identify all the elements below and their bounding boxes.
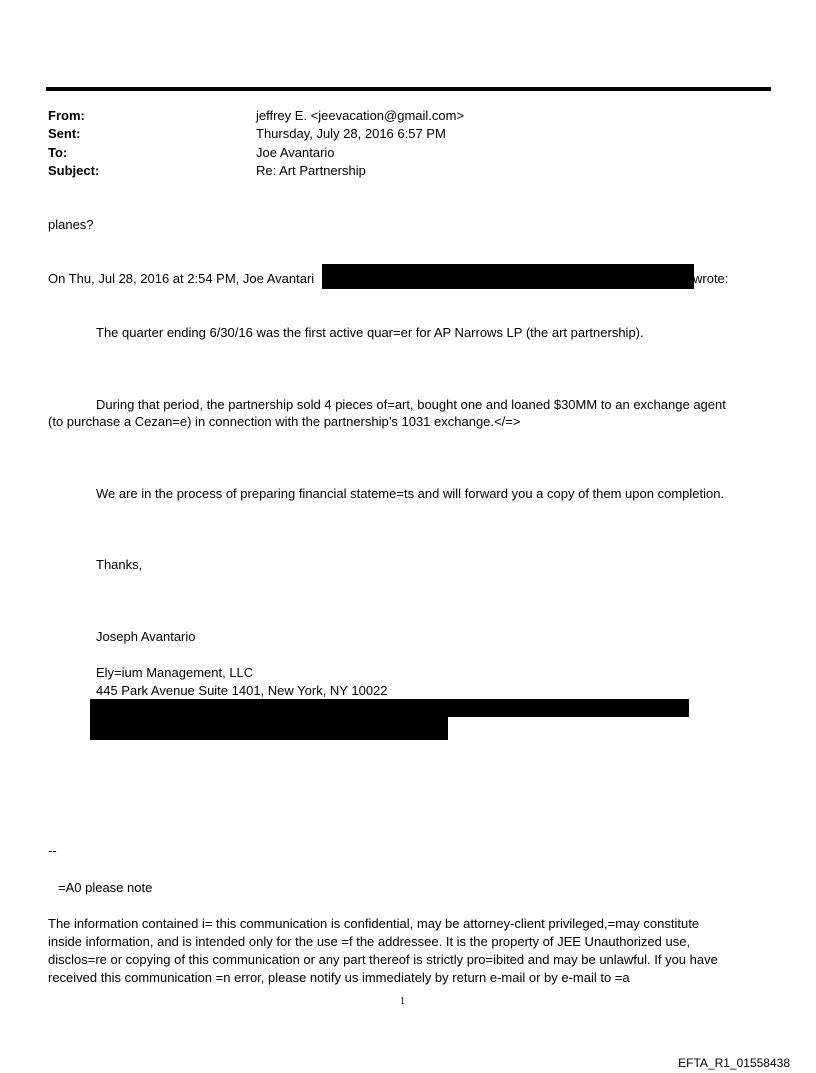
disclaimer-line: inside information, and is intended only for the use =f the addressee. It is the property of JEE Unauthorized use, [48,934,691,949]
redaction-block [90,699,689,717]
quote-intro-end: wrote: [693,271,729,286]
thanks-text: Thanks, [96,557,143,572]
from-label: From: [48,108,85,123]
signature-company: Ely=ium Management, LLC [96,665,254,680]
from-value: jeffrey E. <jeevacation@gmail.com> [256,108,465,123]
reply-text: planes? [48,217,94,232]
signature-address: 445 Park Avenue Suite 1401, New York, NY 10022 [96,683,388,698]
to-label: To: [48,145,68,160]
redaction-block [322,264,694,289]
paragraph-period-line1: During that period, the partnership sold 4 pieces of=art, bought one and loaned $30MM to an exchange agent [96,397,726,412]
quote-intro-start: On Thu, Jul 28, 2016 at 2:54 PM, Joe Avantari [48,271,315,286]
please-note: =A0 please note [58,880,153,895]
separator: -- [48,843,57,858]
header-rule [46,87,771,91]
disclaimer-line: The information contained i= this communication is confidential, may be attorney-client privileged,=may constitute [48,916,700,931]
signature-name: Joseph Avantario [96,629,196,644]
to-value: Joe Avantario [256,145,335,160]
paragraph-financials: We are in the process of preparing financial stateme=ts and will forward you a copy of them upon completion. [96,486,725,501]
paragraph-quarter: The quarter ending 6/30/16 was the first active quar=er for AP Narrows LP (the art partnership). [96,325,644,340]
sent-value: Thursday, July 28, 2016 6:57 PM [256,126,446,141]
paragraph-period-line2: (to purchase a Cezan=e) in connection with the partnership’s 1031 exchange.</=> [48,414,521,429]
subject-label: Subject: [48,163,100,178]
document-id: EFTA_R1_01558438 [678,1056,790,1070]
redaction-block [90,716,448,740]
sent-label: Sent: [48,126,81,141]
disclaimer-line: disclos=re or copying of this communication or any part thereof is strictly pro=ibited and may be unlawful. If you have [48,952,718,967]
subject-value: Re: Art Partnership [256,163,366,178]
page-number: 1 [400,996,405,1007]
disclaimer-line: received this communication =n error, please notify us immediately by return e-mail or by e-mail to =a [48,970,630,985]
